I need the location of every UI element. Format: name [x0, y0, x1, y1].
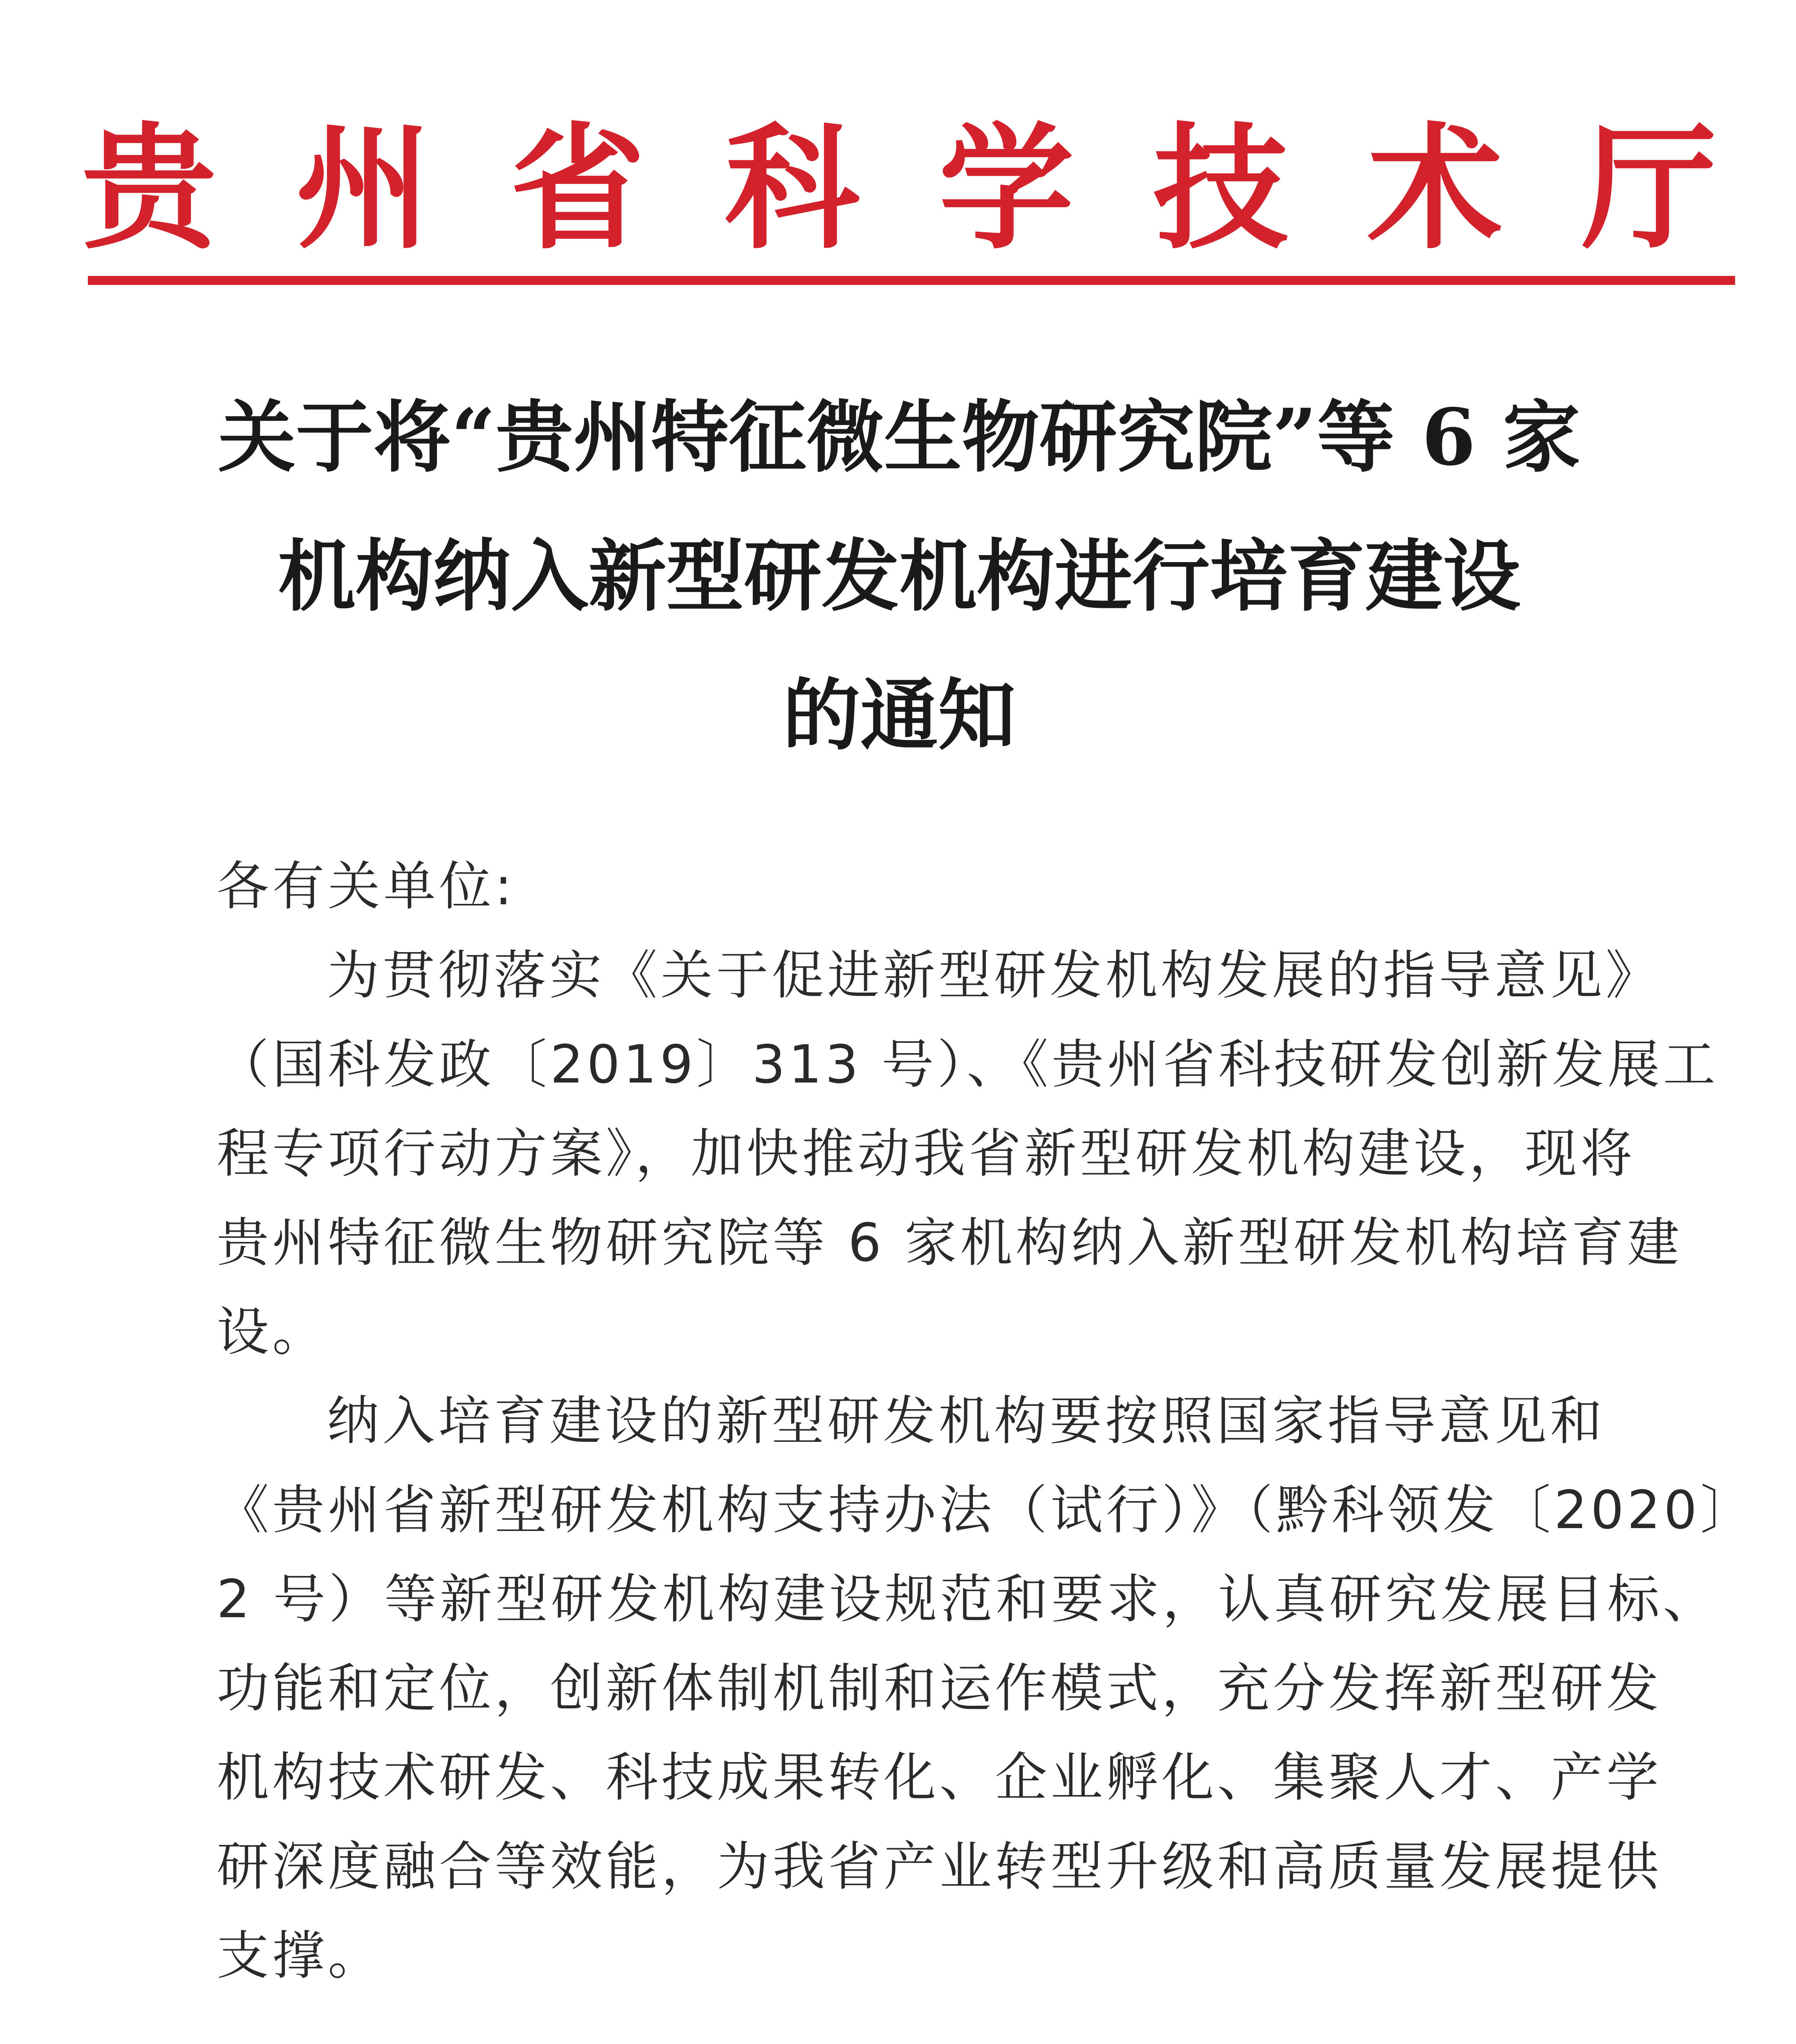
issuing-authority-header: [82, 102, 1717, 274]
header-char: 省: [510, 109, 645, 267]
header-char: 贵: [82, 109, 217, 267]
header-char: 技: [1153, 109, 1288, 267]
title-line: 关于将“贵州特征微生物研究院”等 6 家: [218, 392, 1581, 483]
paragraph-line: 2 号）等新型研发机构建设规范和要求，认真研究发展目标、: [217, 1569, 1719, 1630]
paragraph-line: 《贵州省新型研发机构支持办法（试行）》（黔科领发〔2020〕: [217, 1480, 1756, 1541]
paragraph-line: 纳入培育建设的新型研发机构要按照国家指导意见和: [327, 1391, 1606, 1452]
title-line: 机构纳入新型研发机构进行培育建设: [278, 531, 1521, 622]
paragraph-line: 贵州特征微生物研究院等 6 家机构纳入新型研发机构培育建: [217, 1213, 1683, 1273]
document-title: [123, 368, 1676, 785]
paragraph-line: 程专项行动方案》，加快推动我省新型研发机构建设，现将: [217, 1123, 1636, 1184]
header-divider: [88, 276, 1735, 285]
paragraph-line: 研深度融合等效能，为我省产业转型升级和高质量发展提供: [217, 1836, 1662, 1897]
header-char: 厅: [1581, 109, 1717, 267]
document-body: [217, 842, 1756, 2001]
paragraph-line: （国科发政〔2019〕313 号）、《贵州省科技研发创新发展工: [217, 1034, 1719, 1095]
header-char: 学: [939, 109, 1074, 267]
salutation: 各有关单位:: [217, 856, 516, 917]
paragraph-line: 支撑。: [217, 1925, 384, 1986]
paragraph-line: 为贯彻落实《关于促进新型研发机构发展的指导意见》: [327, 945, 1662, 1006]
header-char: 科: [724, 109, 860, 267]
header-char: 州: [296, 109, 431, 267]
paragraph-1: [217, 931, 1719, 1377]
paragraph-line: 功能和定位，创新体制机制和运作模式，充分发挥新型研发: [217, 1658, 1662, 1719]
paragraph-2: [217, 1377, 1756, 2001]
paragraph-line: 设。: [217, 1302, 328, 1363]
header-char: 术: [1367, 109, 1503, 267]
title-line: 的通知: [782, 670, 1016, 761]
paragraph-line: 机构技术研发、科技成果转化、企业孵化、集聚人才、产学: [217, 1747, 1662, 1808]
